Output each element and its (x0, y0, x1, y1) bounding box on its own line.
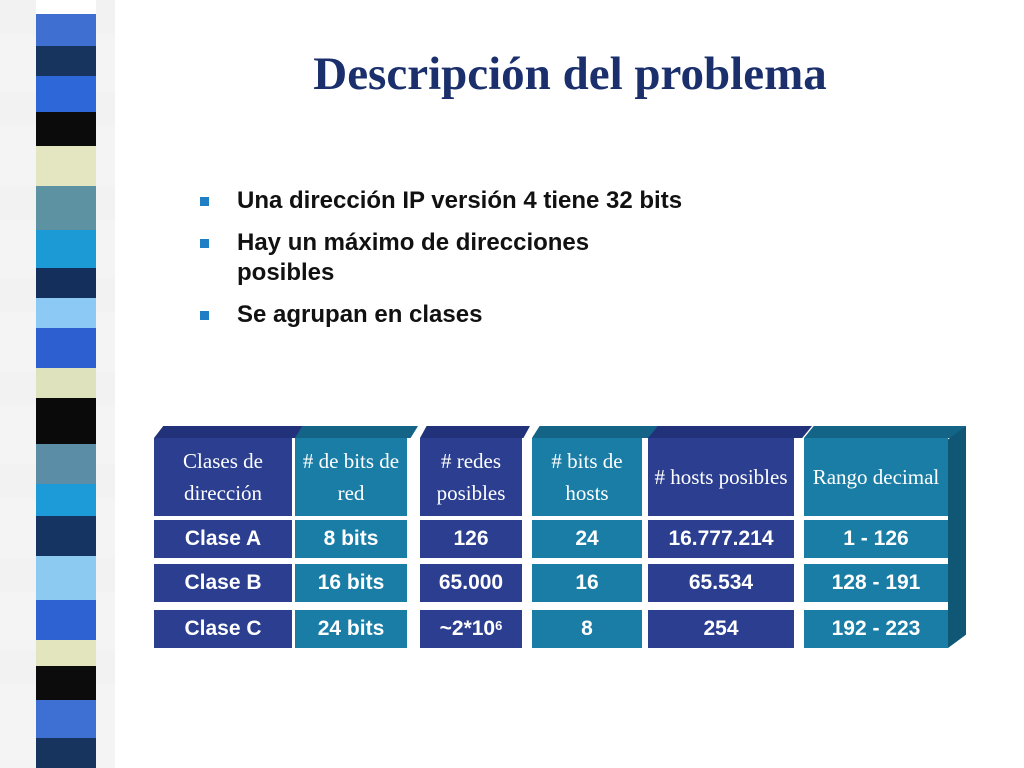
header-bits-hosts: # bits de hosts (532, 438, 642, 516)
cell-bits-hosts-b: 16 (532, 564, 642, 602)
cell-hosts-b: 65.534 (648, 564, 794, 602)
cell-rango-c: 192 - 223 (804, 610, 948, 648)
cell-hosts-c: 254 (648, 610, 794, 648)
cell-redes-a: 126 (420, 520, 522, 558)
cell-bits-hosts-c: 8 (532, 610, 642, 648)
header-redes: # redes posibles (420, 438, 522, 516)
bullet-text: Se agrupan en clases (237, 301, 483, 328)
redes-c-base: ~2*10 (439, 617, 496, 640)
cell-rango-a: 1 - 126 (804, 520, 948, 558)
cell-redes-b: 65.000 (420, 564, 522, 602)
header-rango: Rango decimal (804, 438, 948, 516)
header-bits-red: # de bits de red (295, 438, 407, 516)
cell-redes-c (420, 610, 522, 648)
bullet-text: Hay un máximo de direcciones posibles (237, 229, 590, 286)
cell-clase-b: Clase B (154, 564, 292, 602)
cell-bits-red-b: 16 bits (295, 564, 407, 602)
cell-bits-hosts-a: 24 (532, 520, 642, 558)
slide-title: Descripción del problema (313, 48, 827, 100)
header-hosts: # hosts posibles (648, 438, 794, 516)
cell-clase-c: Clase C (154, 610, 292, 648)
redes-c-exponent: 6 (495, 617, 503, 633)
cell-bits-red-a: 8 bits (295, 520, 407, 558)
header-clases: Clases de dirección (154, 438, 292, 516)
cell-bits-red-c: 24 bits (295, 610, 407, 648)
cell-hosts-a: 16.777.214 (648, 520, 794, 558)
bullet-text: Una dirección IP versión 4 tiene 32 bits (237, 187, 683, 214)
cell-clase-a: Clase A (154, 520, 292, 558)
cell-rango-b: 128 - 191 (804, 564, 948, 602)
